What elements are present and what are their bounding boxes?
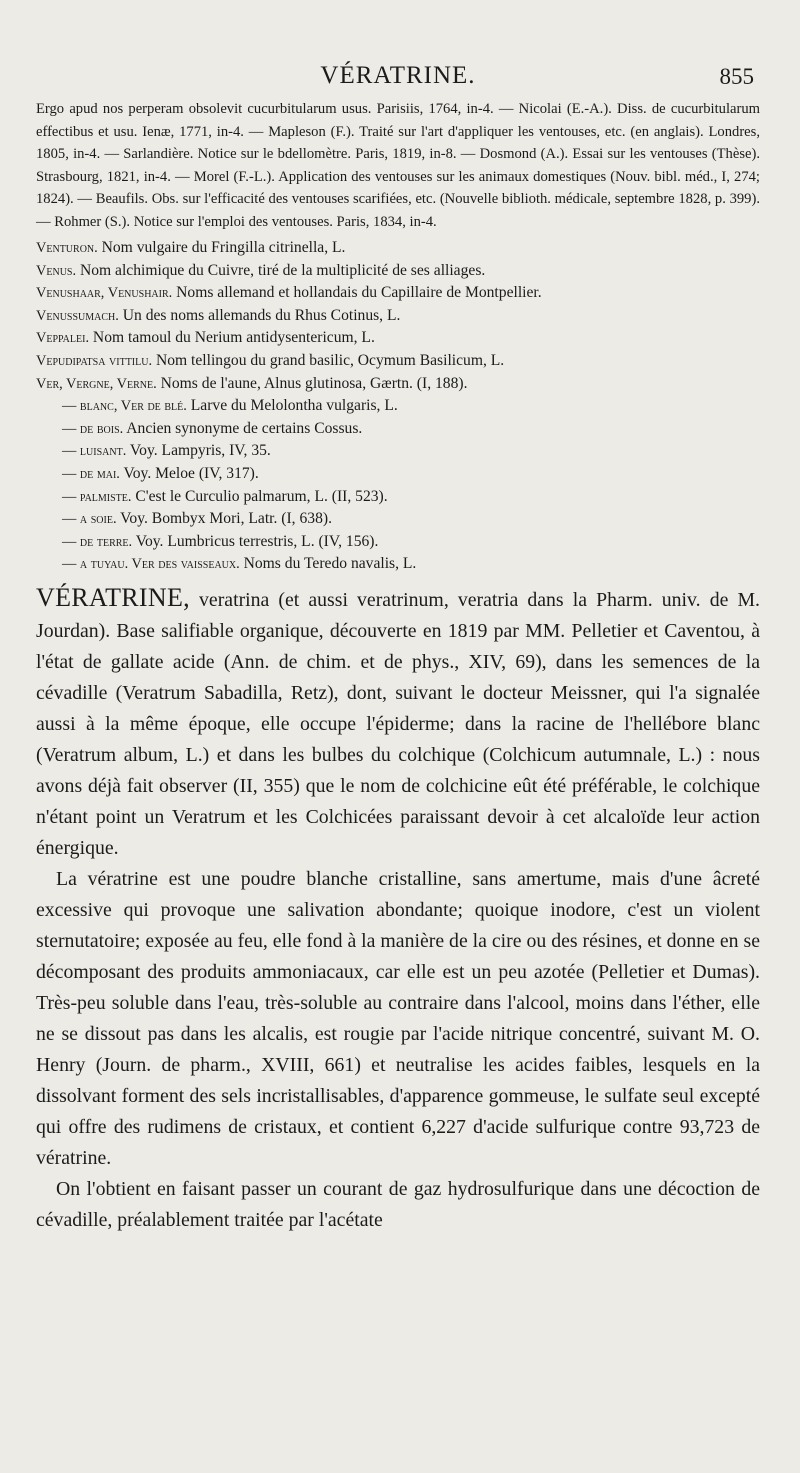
article-paragraph-text: veratrina (et aussi veratrinum, veratria dans la Pharm. univ. de M. Jourdan). Base salifiable organique, découverte en 1819 par MM. Pelletier et Caventou, à l'état de gallate acide (Ann. de chim. et de phys., XIV, 69), dans les semences de la cévadille (Veratrum Sabadilla, Retz), dont, suivant le docteur Meissner, qui l'a signalée aussi à la même époque, elle occupe l'épiderme; dans la racine de l'hellébore blanc (Veratrum album, L.) et dans les bulbes du colchique (Colchicum autumnale, L.) : nous avons déjà fait observer (II, 355) que le nom de colchicine eût été préférable, le colchique n'étant point un Veratrum et les Colchicées paraissant devoir à cet alcaloïde leur action énergique. — [36, 588, 760, 859]
entry-term: — blanc, Ver de blé. — [62, 398, 187, 415]
page-header — [36, 62, 760, 98]
article-paragraph — [36, 582, 760, 864]
entry-text: Voy. Lampyris, IV, 35. — [126, 442, 271, 460]
entry-venushaar — [36, 282, 760, 305]
entry-text: Noms de l'aune, Alnus glutinosa, Gærtn. (I, 188). — [156, 374, 468, 392]
entry-ver-de-bois — [36, 418, 760, 441]
entry-ver-a-soie — [36, 508, 760, 531]
article-paragraph: On l'obtient en faisant passer un courant de gaz hydrosulfurique dans une décoction de cévadille, préalablement traitée par l'acétate — [36, 1177, 760, 1231]
entry-ver-palmiste — [36, 486, 760, 509]
entry-term: Veppalei. — [36, 330, 90, 347]
entry-ver-a-tuyau — [36, 553, 760, 576]
entry-ver-de-mai — [36, 463, 760, 486]
entry-term: Venussumach. — [36, 307, 119, 324]
entry-venus — [36, 260, 760, 283]
entry-term: — de mai. — [62, 465, 120, 482]
bibliography-block — [36, 98, 760, 233]
entry-term: Venturon. — [36, 240, 98, 256]
entry-term: Venushaar, Venushair. — [36, 285, 173, 302]
entry-ver-blanc — [36, 395, 760, 418]
entry-text: Nom tamoul du Nerium antidysentericum, L. — [89, 329, 375, 347]
entry-text: Nom tellingou du grand basilic, Ocymum Basilicum, L. — [152, 351, 505, 369]
entry-term: — de bois. — [62, 420, 124, 437]
article-veratrine — [36, 582, 760, 1236]
entry-text: Noms du Teredo navalis, L. — [239, 555, 417, 573]
entry-venturon — [36, 237, 760, 260]
entry-text: Nom vulgaire du Fringilla citrinella, L. — [97, 239, 346, 256]
entry-ver-de-terre — [36, 531, 760, 554]
page-number: 855 — [719, 64, 754, 89]
running-title: VÉRATRINE. — [320, 62, 476, 89]
entry-ver-luisant — [36, 440, 760, 463]
entry-term: Vepudipatsa vittilu. — [36, 352, 153, 369]
entry-text: Nom alchimique du Cuivre, tiré de la multiplicité de ses alliages. — [76, 261, 486, 279]
entry-term: — de terre. — [62, 533, 133, 550]
article-paragraph: La vératrine est une poudre blanche cristalline, sans amertume, mais d'une âcreté excessive qui provoque une salivation abondante; quoique inodore, c'est un violent sternutatoire; exposée au feu, elle fond à la manière de la cire ou des résines, et donne en se décomposant des produits ammoniacaux, car elle est un peu azotée (Pelletier et Dumas). Très-peu soluble dans l'eau, très-soluble au contraire dans l'alcool, moins dans l'éther, elle ne se dissout pas dans les alcalis, est rougie par l'acide nitrique concentré, suivant M. O. Henry (Journ. de pharm., XVIII, 661) et neutralise les acides faibles, lesquels en la dissolvant forment des sels incristallisables, d'apparence gommeuse, le sulfate seul excepté qui offre des rudimens de cristaux, et contient 6,227 d'acide sulfurique contre 93,723 de vératrine. — [36, 867, 760, 1169]
entry-term: Venus. — [36, 262, 77, 279]
entry-text: Larve du Melolontha vulgaris, L. — [186, 397, 398, 415]
entry-term: — palmiste. — [62, 488, 132, 505]
entry-term: — a soie. — [62, 511, 117, 528]
entry-text: Voy. Bombyx Mori, Latr. (I, 638). — [116, 510, 332, 528]
entry-text: Voy. Meloe (IV, 317). — [119, 464, 259, 482]
entry-term: — a tuyau. Ver des vaisseaux. — [62, 556, 240, 573]
entry-term: Ver, Vergne, Verne. — [36, 375, 157, 392]
entry-text: Noms allemand et hollandais du Capillaire de Montpellier. — [172, 284, 542, 302]
entry-text: Voy. Lumbricus terrestris, L. (IV, 156). — [132, 532, 379, 550]
entry-term: — luisant. — [62, 443, 127, 460]
dictionary-entries — [36, 237, 760, 576]
entry-text: Ancien synonyme de certains Cossus. — [123, 419, 363, 437]
article-headword: VÉRATRINE, — [36, 582, 190, 612]
entry-text: C'est le Curculio palmarum, L. (II, 523). — [131, 487, 388, 505]
entry-text: Un des noms allemands du Rhus Cotinus, L. — [118, 306, 401, 324]
bibliography-text: Ergo apud nos perperam obsolevit cucurbitularum usus. Parisiis, 1764, in-4. — Nicolai (E.-A.). Diss. de cucurbitularum effectibus et usu. Ienæ, 1771, in-4. — Mapleson (F.). Traité sur l'art d'appliquer les ventouses, etc. (en anglais). Londres, 1805, in-4. — Sarlandière. Notice sur le bdellomètre. Paris, 1819, in-8. — Dosmond (A.). Essai sur les ventouses (Thèse). Strasbourg, 1821, in-4. — Morel (F.-L.). Application des ventouses sur les animaux domestiques (Nouv. bibl. méd., I, 274; 1824). — Beaufils. Obs. sur l'efficacité des ventouses scarifiées, etc. (Nouvelle biblioth. médicale, septembre 1828, p. 399). — Rohmer (S.). Notice sur l'emploi des ventouses. Paris, 1834, in-4. — [36, 101, 760, 230]
entry-vepudipatsa — [36, 350, 760, 373]
entry-veppalei — [36, 327, 760, 350]
entry-venussumach — [36, 305, 760, 328]
entry-ver — [36, 373, 760, 396]
